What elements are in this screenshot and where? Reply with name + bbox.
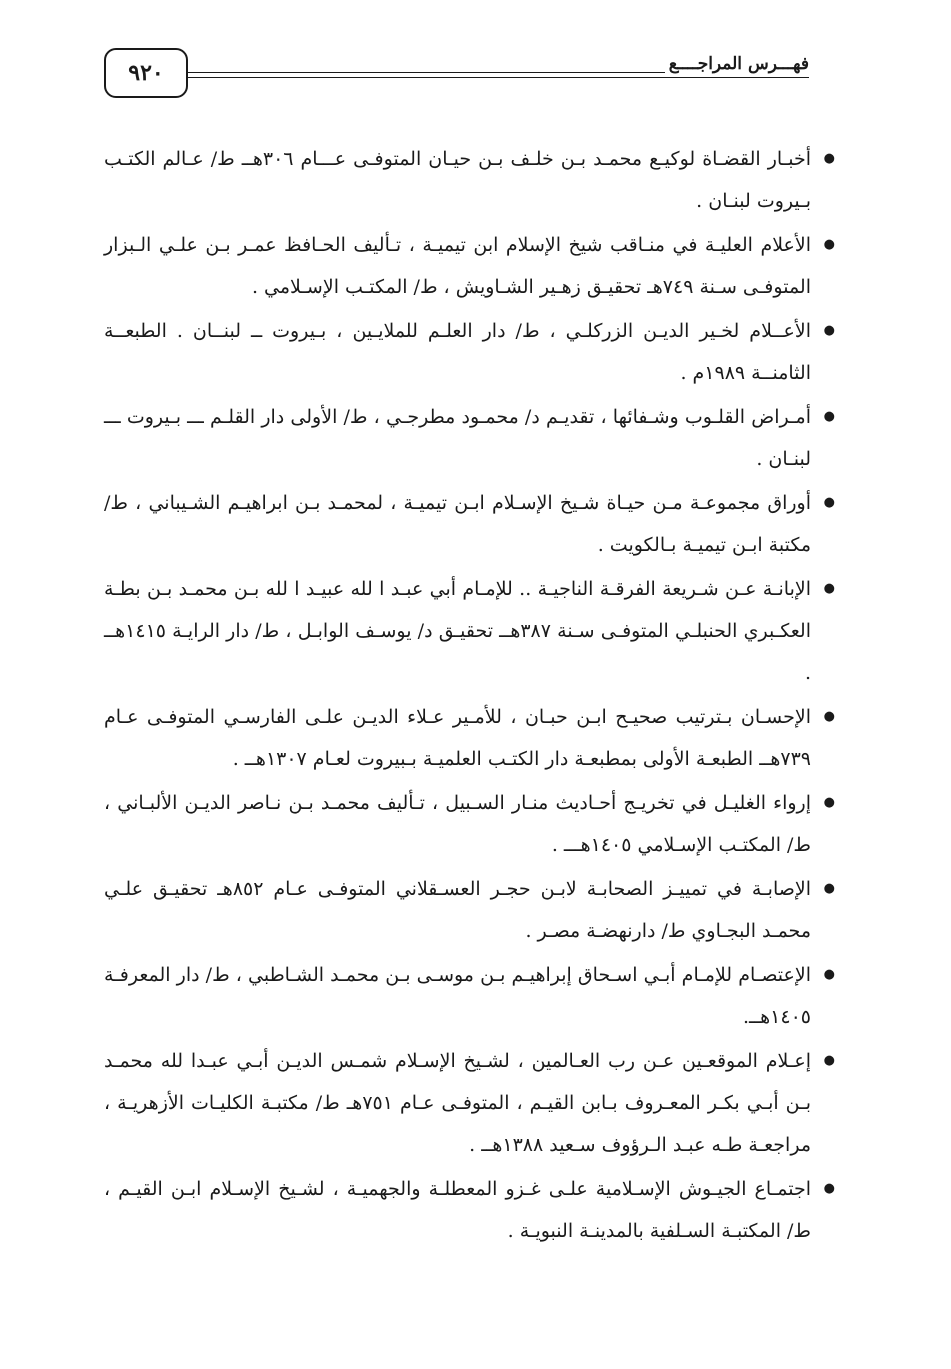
reference-text: أمـراض القلـوب وشـفائها ، تقديـم د/ محمـود مطرجـي ، ط/ الأولى دار القلـم ـــ بـيروت ـــ لبنـان . xyxy=(104,406,811,470)
bullet-icon: ● xyxy=(823,495,835,510)
reference-text: إرواء الغليـل في تخريـج أحـاديث منـار السـبيل ، تـأليف محمـد بـن نـاصر الديـن الألبـاني ، ط/ المكتـب الإسـلامي ١٤٠٥هـــ . xyxy=(104,792,811,856)
reference-text: الإعتصـام للإمـام أبـي اسـحاق إبراهيـم بـن موسـى بـن محمـد الشـاطبي ، ط/ دار المعرفـة ١٤٠٥هــ. xyxy=(104,964,811,1028)
reference-item xyxy=(104,782,835,866)
reference-item xyxy=(104,138,835,222)
reference-item xyxy=(104,310,835,394)
header-rule-top xyxy=(188,72,733,73)
reference-text: أخبـار القضـاة لوكيـع محمـد بـن خلـف بـن حيـان المتوفـى عـــام ٣٠٦هــ ط/ عـالم الكتـب بـيروت لبنـان . xyxy=(104,148,811,212)
reference-text: إعـلام الموقعـين عـن رب العـالمين ، لشـيخ الإسـلام شمـس الديـن أبـي عبـدا لله محمـد بـن أبـي بكـر المعـروف بـابن القيـم ، المتوفـى عـام ٧٥١هـ ط/ مكتبـة الكليـات الأزهريـة ، مراجعـة طـه عبـد الـرؤوف سـعيد ١٣٨٨هــ . xyxy=(104,1050,811,1156)
bullet-icon: ● xyxy=(823,237,835,252)
reference-item xyxy=(104,696,835,780)
bullet-icon: ● xyxy=(823,151,835,166)
reference-text: الأعلام العليـة في منـاقب شيخ الإسلام ابن تيميـة ، تـأليف الحـافظ عمـر بـن علـي الـبزار المتوفـى سـنة ٧٤٩هـ تحقيـق زهـير الشـاويش ، ط/ المكتـب الإسـلامي . xyxy=(104,234,811,298)
reference-text: الأعــلام لخـير الديـن الزركلـي ، ط/ دار العلـم للملايـين ، بـيروت ــ لبنــان . الطبعــة الثامنــة ١٩٨٩م . xyxy=(104,320,811,384)
reference-text: الإصابـة في تمييـز الصحابـة لابـن حجـر العسـقلاني المتوفـى عـام ٨٥٢هـ تحقيـق علـي محمـد البجـاوي ط/ دارنهضـة مصـر . xyxy=(104,878,811,942)
reference-item xyxy=(104,224,835,308)
page-number: ٩٢٠ xyxy=(104,48,188,98)
bullet-icon: ● xyxy=(823,881,835,896)
reference-text: أوراق مجموعـة مـن حيـاة شـيخ الإسـلام ابـن تيميـة ، لمحمـد بـن ابراهيـم الشـيباني ، ط/ مكتبة ابـن تيميـة بـالكويت . xyxy=(104,492,811,556)
reference-item xyxy=(104,868,835,952)
reference-text: الإحسـان بـترتيب صحيـح ابـن حبـان ، للأمـير عـلاء الديـن علـى الفارسـي المتوفـى عـام ٧٣٩هــ الطبعـة الأولى بمطبعـة دار الكتـب العلميـة بـبيروت لعـام ١٣٠٧هــ . xyxy=(104,706,811,770)
bullet-icon: ● xyxy=(823,795,835,810)
bullet-icon: ● xyxy=(823,967,835,982)
reference-item xyxy=(104,1168,835,1252)
running-title: فهـــرس المراجــــع xyxy=(665,54,809,74)
bullet-icon: ● xyxy=(823,1181,835,1196)
page-header xyxy=(104,48,809,100)
bullet-icon: ● xyxy=(823,581,835,596)
reference-item xyxy=(104,1040,835,1166)
bullet-icon: ● xyxy=(823,709,835,724)
reference-item xyxy=(104,396,835,480)
header-rule-bottom xyxy=(188,77,809,78)
bullet-icon: ● xyxy=(823,1053,835,1068)
reference-item xyxy=(104,482,835,566)
bullet-icon: ● xyxy=(823,409,835,424)
reference-text: الإبانـة عـن شـريعة الفرقـة الناجيـة .. للإمـام أبي عبـد ا لله عبيـد ا لله بـن محمـد بـن بطـة العكـبري الحنبلـي المتوفـى سـنة ٣٨٧هــ تحقيـق د/ يوسـف الوابـل ، ط/ دار الرايـة ١٤١٥هــ . xyxy=(104,578,811,684)
reference-item xyxy=(104,954,835,1038)
references-list xyxy=(104,138,835,1254)
reference-text: اجتمـاع الجيـوش الإسـلامية علـى غـزو المعطلـة والجهميـة ، لشـيخ الإسـلام ابـن القيـم ، ط/ المكتبـة السـلفية بالمدينـة النبويـة . xyxy=(104,1178,811,1242)
reference-item xyxy=(104,568,835,694)
bullet-icon: ● xyxy=(823,323,835,338)
